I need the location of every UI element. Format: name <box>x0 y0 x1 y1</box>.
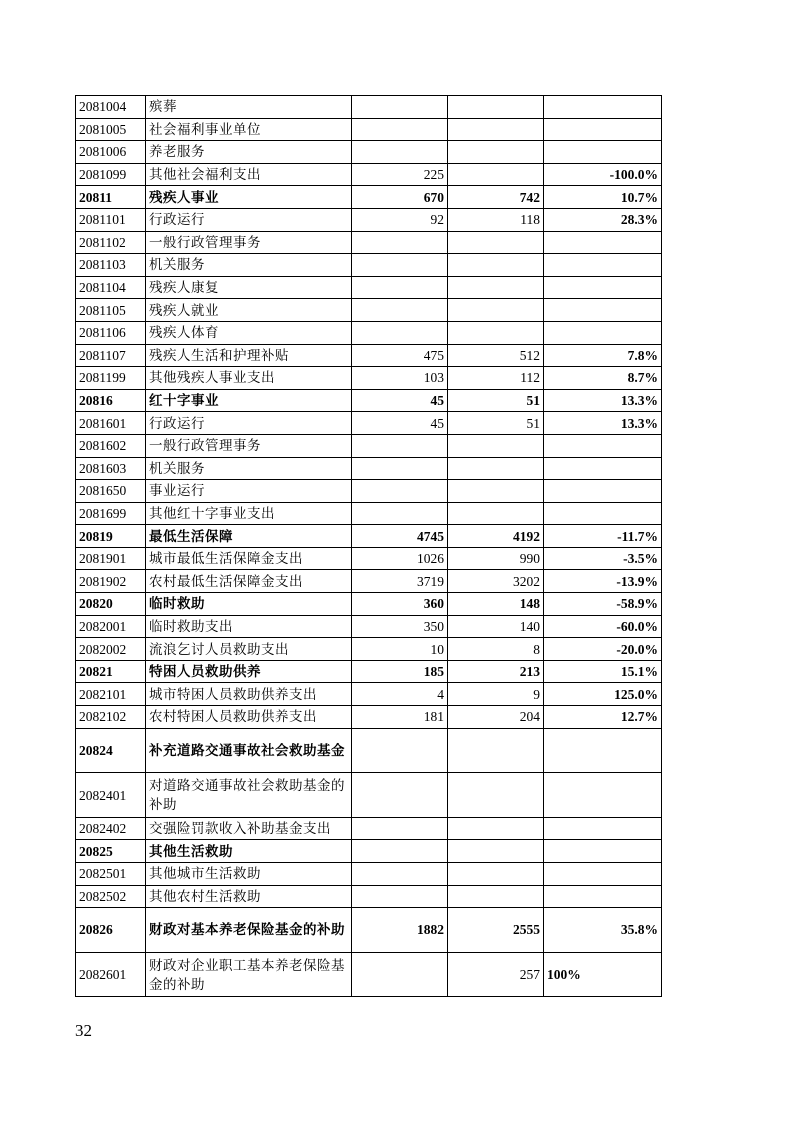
table-row <box>76 547 662 570</box>
table-row <box>76 615 662 638</box>
code-cell: 2081902 <box>76 570 146 593</box>
code-cell: 2081101 <box>76 208 146 231</box>
amount-a-cell <box>352 817 448 840</box>
amount-b-cell <box>448 840 544 863</box>
name-cell: 养老服务 <box>146 141 352 164</box>
table-row <box>76 344 662 367</box>
name-cell: 其他城市生活救助 <box>146 863 352 886</box>
percent-cell <box>544 480 662 503</box>
amount-b-cell <box>448 141 544 164</box>
percent-cell: 8.7% <box>544 367 662 390</box>
amount-b-cell <box>448 502 544 525</box>
amount-a-cell <box>352 118 448 141</box>
percent-cell: 7.8% <box>544 344 662 367</box>
percent-cell <box>544 817 662 840</box>
name-cell: 交强险罚款收入补助基金支出 <box>146 817 352 840</box>
amount-a-cell <box>352 952 448 997</box>
name-cell: 财政对基本养老保险基金的补助 <box>146 908 352 953</box>
table-row <box>76 231 662 254</box>
percent-cell: -20.0% <box>544 638 662 661</box>
table-row <box>76 952 662 997</box>
amount-b-cell <box>448 231 544 254</box>
code-cell: 20826 <box>76 908 146 953</box>
amount-b-cell <box>448 773 544 818</box>
percent-cell <box>544 457 662 480</box>
code-cell: 20825 <box>76 840 146 863</box>
code-cell: 2082101 <box>76 683 146 706</box>
table-row <box>76 817 662 840</box>
code-cell: 2082002 <box>76 638 146 661</box>
amount-a-cell <box>352 773 448 818</box>
amount-a-cell <box>352 434 448 457</box>
amount-a-cell <box>352 885 448 908</box>
code-cell: 2081107 <box>76 344 146 367</box>
name-cell: 残疾人就业 <box>146 299 352 322</box>
amount-a-cell: 4 <box>352 683 448 706</box>
table-row <box>76 863 662 886</box>
table-row <box>76 367 662 390</box>
percent-cell: 125.0% <box>544 683 662 706</box>
amount-a-cell: 3719 <box>352 570 448 593</box>
amount-b-cell: 51 <box>448 389 544 412</box>
amount-a-cell: 45 <box>352 389 448 412</box>
percent-cell: 35.8% <box>544 908 662 953</box>
percent-cell <box>544 863 662 886</box>
table-row <box>76 254 662 277</box>
percent-cell: 13.3% <box>544 412 662 435</box>
name-cell: 补充道路交通事故社会救助基金 <box>146 728 352 773</box>
name-cell: 临时救助 <box>146 593 352 616</box>
percent-cell <box>544 141 662 164</box>
amount-a-cell <box>352 728 448 773</box>
code-cell: 2082401 <box>76 773 146 818</box>
code-cell: 20811 <box>76 186 146 209</box>
amount-b-cell <box>448 863 544 886</box>
percent-cell <box>544 728 662 773</box>
amount-a-cell: 670 <box>352 186 448 209</box>
percent-cell: 10.7% <box>544 186 662 209</box>
percent-cell: -100.0% <box>544 163 662 186</box>
amount-b-cell <box>448 817 544 840</box>
code-cell: 2081106 <box>76 321 146 344</box>
table-row <box>76 570 662 593</box>
code-cell: 2082502 <box>76 885 146 908</box>
table-row <box>76 683 662 706</box>
name-cell: 城市特困人员救助供养支出 <box>146 683 352 706</box>
table-row <box>76 141 662 164</box>
table-row <box>76 773 662 818</box>
amount-b-cell <box>448 254 544 277</box>
table-row <box>76 434 662 457</box>
percent-cell: -3.5% <box>544 547 662 570</box>
percent-cell <box>544 254 662 277</box>
percent-cell <box>544 321 662 344</box>
percent-cell: -58.9% <box>544 593 662 616</box>
name-cell: 临时救助支出 <box>146 615 352 638</box>
amount-b-cell <box>448 321 544 344</box>
code-cell: 2081006 <box>76 141 146 164</box>
percent-cell: 28.3% <box>544 208 662 231</box>
percent-cell <box>544 118 662 141</box>
amount-b-cell <box>448 728 544 773</box>
amount-a-cell: 185 <box>352 660 448 683</box>
code-cell: 2081104 <box>76 276 146 299</box>
table-row <box>76 412 662 435</box>
table-row <box>76 299 662 322</box>
amount-a-cell <box>352 863 448 886</box>
table-row <box>76 457 662 480</box>
name-cell: 机关服务 <box>146 457 352 480</box>
name-cell: 社会福利事业单位 <box>146 118 352 141</box>
amount-b-cell: 742 <box>448 186 544 209</box>
code-cell: 20819 <box>76 525 146 548</box>
amount-a-cell: 4745 <box>352 525 448 548</box>
percent-cell: 13.3% <box>544 389 662 412</box>
amount-b-cell <box>448 118 544 141</box>
table-row <box>76 163 662 186</box>
table-row-category <box>76 660 662 683</box>
name-cell: 农村特困人员救助供养支出 <box>146 706 352 729</box>
amount-b-cell: 512 <box>448 344 544 367</box>
amount-b-cell: 9 <box>448 683 544 706</box>
code-cell: 20816 <box>76 389 146 412</box>
table-row-category <box>76 389 662 412</box>
name-cell: 特困人员救助供养 <box>146 660 352 683</box>
table-row-category <box>76 908 662 953</box>
name-cell: 对道路交通事故社会救助基金的补助 <box>146 773 352 818</box>
name-cell: 残疾人生活和护理补贴 <box>146 344 352 367</box>
percent-cell: -60.0% <box>544 615 662 638</box>
percent-cell <box>544 773 662 818</box>
amount-a-cell <box>352 299 448 322</box>
code-cell: 2082102 <box>76 706 146 729</box>
amount-a-cell: 350 <box>352 615 448 638</box>
amount-a-cell <box>352 276 448 299</box>
budget-table <box>75 95 662 997</box>
percent-cell: -13.9% <box>544 570 662 593</box>
name-cell: 最低生活保障 <box>146 525 352 548</box>
name-cell: 残疾人事业 <box>146 186 352 209</box>
name-cell: 农村最低生活保障金支出 <box>146 570 352 593</box>
amount-b-cell <box>448 480 544 503</box>
amount-a-cell: 45 <box>352 412 448 435</box>
amount-a-cell: 103 <box>352 367 448 390</box>
name-cell: 殡葬 <box>146 96 352 119</box>
amount-a-cell: 225 <box>352 163 448 186</box>
table-row <box>76 276 662 299</box>
code-cell: 2081004 <box>76 96 146 119</box>
percent-cell <box>544 434 662 457</box>
name-cell: 其他生活救助 <box>146 840 352 863</box>
code-cell: 2081105 <box>76 299 146 322</box>
name-cell: 红十字事业 <box>146 389 352 412</box>
amount-a-cell <box>352 480 448 503</box>
amount-a-cell: 10 <box>352 638 448 661</box>
name-cell: 其他社会福利支出 <box>146 163 352 186</box>
percent-cell <box>544 96 662 119</box>
percent-cell <box>544 299 662 322</box>
amount-a-cell <box>352 457 448 480</box>
amount-b-cell: 2555 <box>448 908 544 953</box>
amount-b-cell <box>448 96 544 119</box>
table-row <box>76 638 662 661</box>
amount-b-cell <box>448 276 544 299</box>
table-row-category <box>76 728 662 773</box>
name-cell: 行政运行 <box>146 208 352 231</box>
table-row <box>76 118 662 141</box>
table-row-category <box>76 840 662 863</box>
name-cell: 其他农村生活救助 <box>146 885 352 908</box>
name-cell: 一般行政管理事务 <box>146 434 352 457</box>
amount-b-cell: 140 <box>448 615 544 638</box>
name-cell: 其他残疾人事业支出 <box>146 367 352 390</box>
amount-b-cell <box>448 299 544 322</box>
amount-b-cell: 213 <box>448 660 544 683</box>
amount-b-cell: 118 <box>448 208 544 231</box>
name-cell: 机关服务 <box>146 254 352 277</box>
code-cell: 2081601 <box>76 412 146 435</box>
name-cell: 一般行政管理事务 <box>146 231 352 254</box>
amount-a-cell: 1882 <box>352 908 448 953</box>
table-row <box>76 885 662 908</box>
code-cell: 20821 <box>76 660 146 683</box>
amount-a-cell <box>352 231 448 254</box>
table-row <box>76 480 662 503</box>
amount-b-cell: 990 <box>448 547 544 570</box>
amount-b-cell <box>448 885 544 908</box>
amount-b-cell <box>448 163 544 186</box>
amount-a-cell <box>352 502 448 525</box>
amount-a-cell: 181 <box>352 706 448 729</box>
table-row <box>76 208 662 231</box>
code-cell: 2081199 <box>76 367 146 390</box>
amount-b-cell <box>448 457 544 480</box>
code-cell: 2081603 <box>76 457 146 480</box>
amount-b-cell: 4192 <box>448 525 544 548</box>
amount-a-cell <box>352 321 448 344</box>
table-row-category <box>76 593 662 616</box>
name-cell: 残疾人体育 <box>146 321 352 344</box>
percent-cell <box>544 502 662 525</box>
table-row-category <box>76 186 662 209</box>
name-cell: 行政运行 <box>146 412 352 435</box>
name-cell: 其他红十字事业支出 <box>146 502 352 525</box>
code-cell: 2081901 <box>76 547 146 570</box>
name-cell: 流浪乞讨人员救助支出 <box>146 638 352 661</box>
code-cell: 2081005 <box>76 118 146 141</box>
percent-cell <box>544 276 662 299</box>
name-cell: 财政对企业职工基本养老保险基金的补助 <box>146 952 352 997</box>
code-cell: 20820 <box>76 593 146 616</box>
code-cell: 2082001 <box>76 615 146 638</box>
amount-b-cell: 3202 <box>448 570 544 593</box>
table-row <box>76 706 662 729</box>
amount-b-cell: 257 <box>448 952 544 997</box>
amount-b-cell <box>448 434 544 457</box>
percent-cell: 15.1% <box>544 660 662 683</box>
amount-b-cell: 204 <box>448 706 544 729</box>
table-row <box>76 502 662 525</box>
name-cell: 城市最低生活保障金支出 <box>146 547 352 570</box>
code-cell: 2081099 <box>76 163 146 186</box>
amount-b-cell: 148 <box>448 593 544 616</box>
percent-cell: 12.7% <box>544 706 662 729</box>
code-cell: 2081650 <box>76 480 146 503</box>
name-cell: 残疾人康复 <box>146 276 352 299</box>
amount-a-cell: 475 <box>352 344 448 367</box>
table-row <box>76 321 662 344</box>
page-number: 32 <box>75 1021 92 1040</box>
amount-a-cell <box>352 254 448 277</box>
code-cell: 2082501 <box>76 863 146 886</box>
amount-b-cell: 112 <box>448 367 544 390</box>
name-cell: 事业运行 <box>146 480 352 503</box>
code-cell: 2081699 <box>76 502 146 525</box>
percent-cell <box>544 840 662 863</box>
percent-cell <box>544 885 662 908</box>
amount-a-cell <box>352 141 448 164</box>
amount-b-cell: 51 <box>448 412 544 435</box>
percent-cell: -11.7% <box>544 525 662 548</box>
code-cell: 2081103 <box>76 254 146 277</box>
code-cell: 20824 <box>76 728 146 773</box>
amount-a-cell <box>352 840 448 863</box>
percent-cell <box>544 231 662 254</box>
code-cell: 2082402 <box>76 817 146 840</box>
amount-b-cell: 8 <box>448 638 544 661</box>
code-cell: 2081602 <box>76 434 146 457</box>
amount-a-cell <box>352 96 448 119</box>
table-row <box>76 96 662 119</box>
amount-a-cell: 92 <box>352 208 448 231</box>
percent-cell: 100% <box>544 952 662 997</box>
code-cell: 2082601 <box>76 952 146 997</box>
amount-a-cell: 360 <box>352 593 448 616</box>
amount-a-cell: 1026 <box>352 547 448 570</box>
code-cell: 2081102 <box>76 231 146 254</box>
table-row-category <box>76 525 662 548</box>
